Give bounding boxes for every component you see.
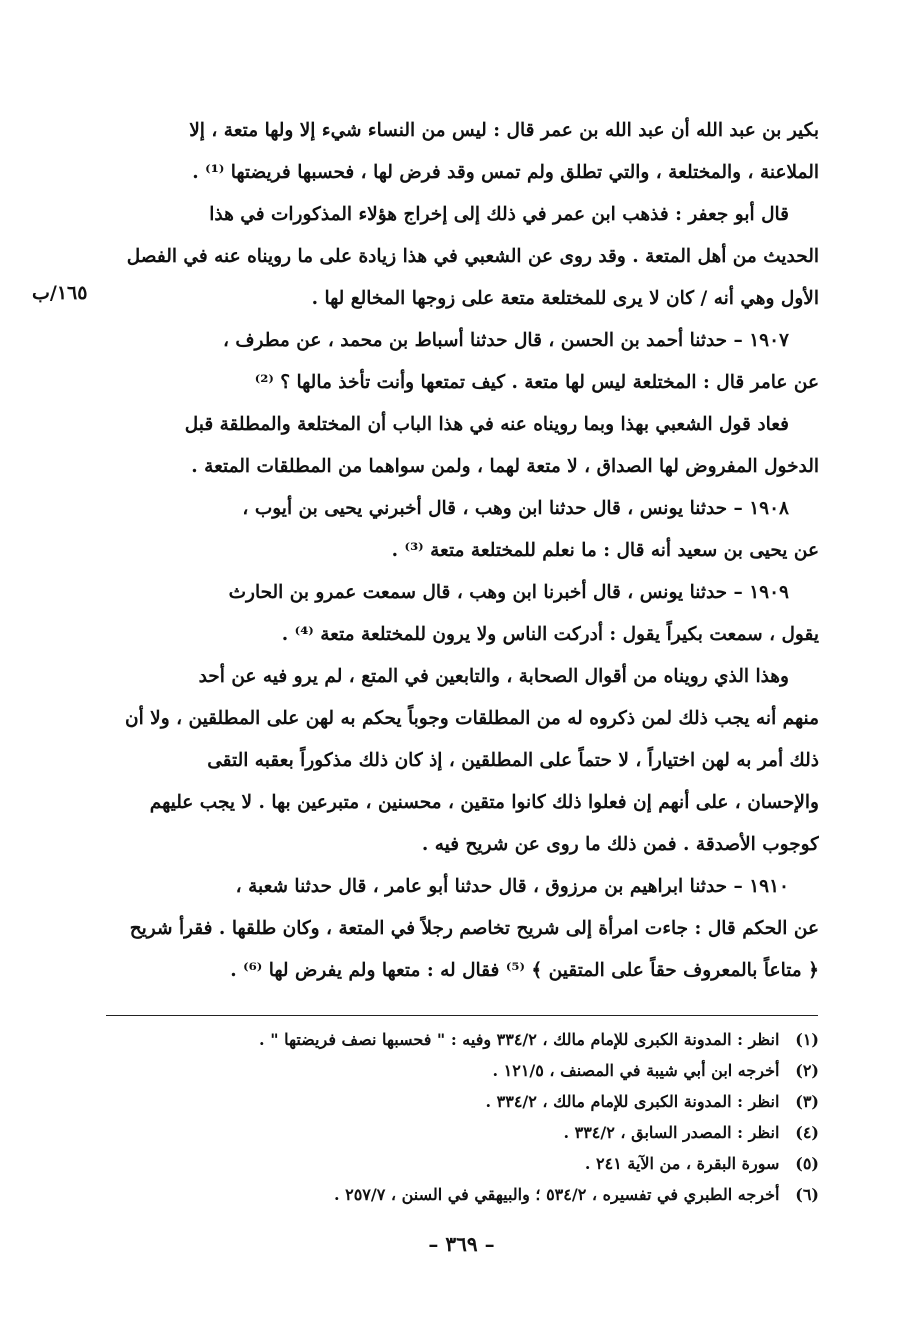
text-line: ١٩١٠ – حدثنا ابراهيم بن مرزوق ، قال حدثنا أبو عامر ، قال حدثنا شعبة ، — [235, 876, 789, 897]
footnote-text: أخرجه الطبري في تفسيره ، ٥٣٤/٢ ؛ والبيهقي في السنن ، ٢٥٧/٧ . — [333, 1185, 780, 1204]
text-line: الأول وهي أنه / كان لا يرى للمختلعة متعة على زوجها المخالع لها . — [311, 288, 819, 309]
marginal-folio-note: ١٦٥/ب — [32, 282, 88, 304]
footnote-item — [107, 1055, 819, 1086]
footnote-item — [107, 1117, 819, 1148]
footnote-text: انظر : المصدر السابق ، ٣٣٤/٢ . — [563, 1123, 780, 1142]
footnote-item — [107, 1024, 819, 1055]
text-line: كوجوب الأصدقة . فمن ذلك ما روى عن شريح فيه . — [421, 834, 819, 855]
text-line: قال أبو جعفر : فذهب ابن عمر في ذلك إلى إخراج هؤلاء المذكورات في هذا — [209, 204, 789, 225]
text-line: والإحسان ، على أنهم إن فعلوا ذلك كانوا متقين ، محسنين ، متبرعين بها . لا يجب عليهم — [149, 792, 819, 813]
footnotes — [107, 1024, 819, 1210]
text-line: عن يحيى بن سعيد أنه قال : ما نعلم للمختلعة متعة ⁽³⁾ . — [391, 540, 819, 561]
footnote-number: (٦) — [795, 1185, 819, 1204]
footnote-number: (٥) — [795, 1154, 819, 1173]
text-line: يقول ، سمعت بكيراً يقول : أدركت الناس ولا يرون للمختلعة متعة ⁽⁴⁾ . — [281, 624, 819, 645]
footnote-text: سورة البقرة ، من الآية ٢٤١ . — [584, 1154, 780, 1173]
text-line: منهم أنه يجب ذلك لمن ذكروه له من المطلقات وجوباً يحكم به لهن على المطلقين ، ولا أن — [125, 708, 819, 729]
footnote-number: (٤) — [795, 1123, 819, 1142]
footnote-text: انظر : المدونة الكبرى للإمام مالك ، ٣٣٤/٢ . — [485, 1092, 780, 1111]
text-line: ١٩٠٩ – حدثنا يونس ، قال أخبرنا ابن وهب ، قال سمعت عمرو بن الحارث — [228, 582, 789, 603]
text-line: عن الحكم قال : جاءت امرأة إلى شريح تخاصم رجلاً في المتعة ، وكان طلقها . فقرأ شريح — [129, 918, 819, 939]
footnote-text: أخرجه ابن أبي شيبة في المصنف ، ١٢١/٥ . — [492, 1061, 780, 1080]
footnote-number: (١) — [795, 1030, 819, 1049]
text-line: وهذا الذي رويناه من أقوال الصحابة ، والتابعين في المتع ، لم يرو فيه عن أحد — [198, 666, 789, 687]
text-line: ذلك أمر به لهن اختياراً ، لا حتماً على المطلقين ، إذ كان ذلك مذكوراً بعقبه التقى — [207, 750, 819, 771]
footnote-item — [107, 1179, 819, 1210]
page-number: – ٣٦٩ – — [428, 1232, 495, 1256]
text-line: فعاد قول الشعبي بهذا وبما رويناه عنه في هذا الباب أن المختلعة والمطلقة قبل — [184, 414, 789, 435]
footnote-number: (٢) — [795, 1061, 819, 1080]
text-line: الدخول المفروض لها الصداق ، لا متعة لهما ، ولمن سواهما من المطلقات المتعة . — [191, 456, 819, 477]
footnote-divider — [106, 1015, 818, 1016]
footnote-item — [107, 1148, 819, 1179]
text-line: الحديث من أهل المتعة . وقد روى عن الشعبي في هذا زيادة على ما رويناه عنه في الفصل — [126, 246, 819, 267]
text-line: ﴿ متاعاً بالمعروف حقاً على المتقين ﴾ ⁽⁵⁾ فقال له : متعها ولم يفرض لها ⁽⁶⁾ . — [230, 960, 819, 981]
text-line: بكير بن عبد الله أن عبد الله بن عمر قال : ليس من النساء شيء إلا ولها متعة ، إلا — [189, 120, 819, 141]
text-line: ١٩٠٧ – حدثنا أحمد بن الحسن ، قال حدثنا أسباط بن محمد ، عن مطرف ، — [222, 330, 789, 351]
text-line: الملاعنة ، والمختلعة ، والتي تطلق ولم تمس وقد فرض لها ، فحسبها فريضتها ⁽¹⁾ . — [192, 162, 819, 183]
text-line: ١٩٠٨ – حدثنا يونس ، قال حدثنا ابن وهب ، قال أخبرني يحيى بن أيوب ، — [242, 498, 789, 519]
text-line: عن عامر قال : المختلعة ليس لها متعة . كيف تمتعها وأنت تأخذ مالها ؟ ⁽²⁾ — [254, 372, 819, 393]
footnote-item — [107, 1086, 819, 1117]
main-text — [107, 110, 819, 992]
footnote-number: (٣) — [795, 1092, 819, 1111]
footnote-text: انظر : المدونة الكبرى للإمام مالك ، ٣٣٤/٢ وفيه : " فحسبها نصف فريضتها " . — [259, 1030, 780, 1049]
